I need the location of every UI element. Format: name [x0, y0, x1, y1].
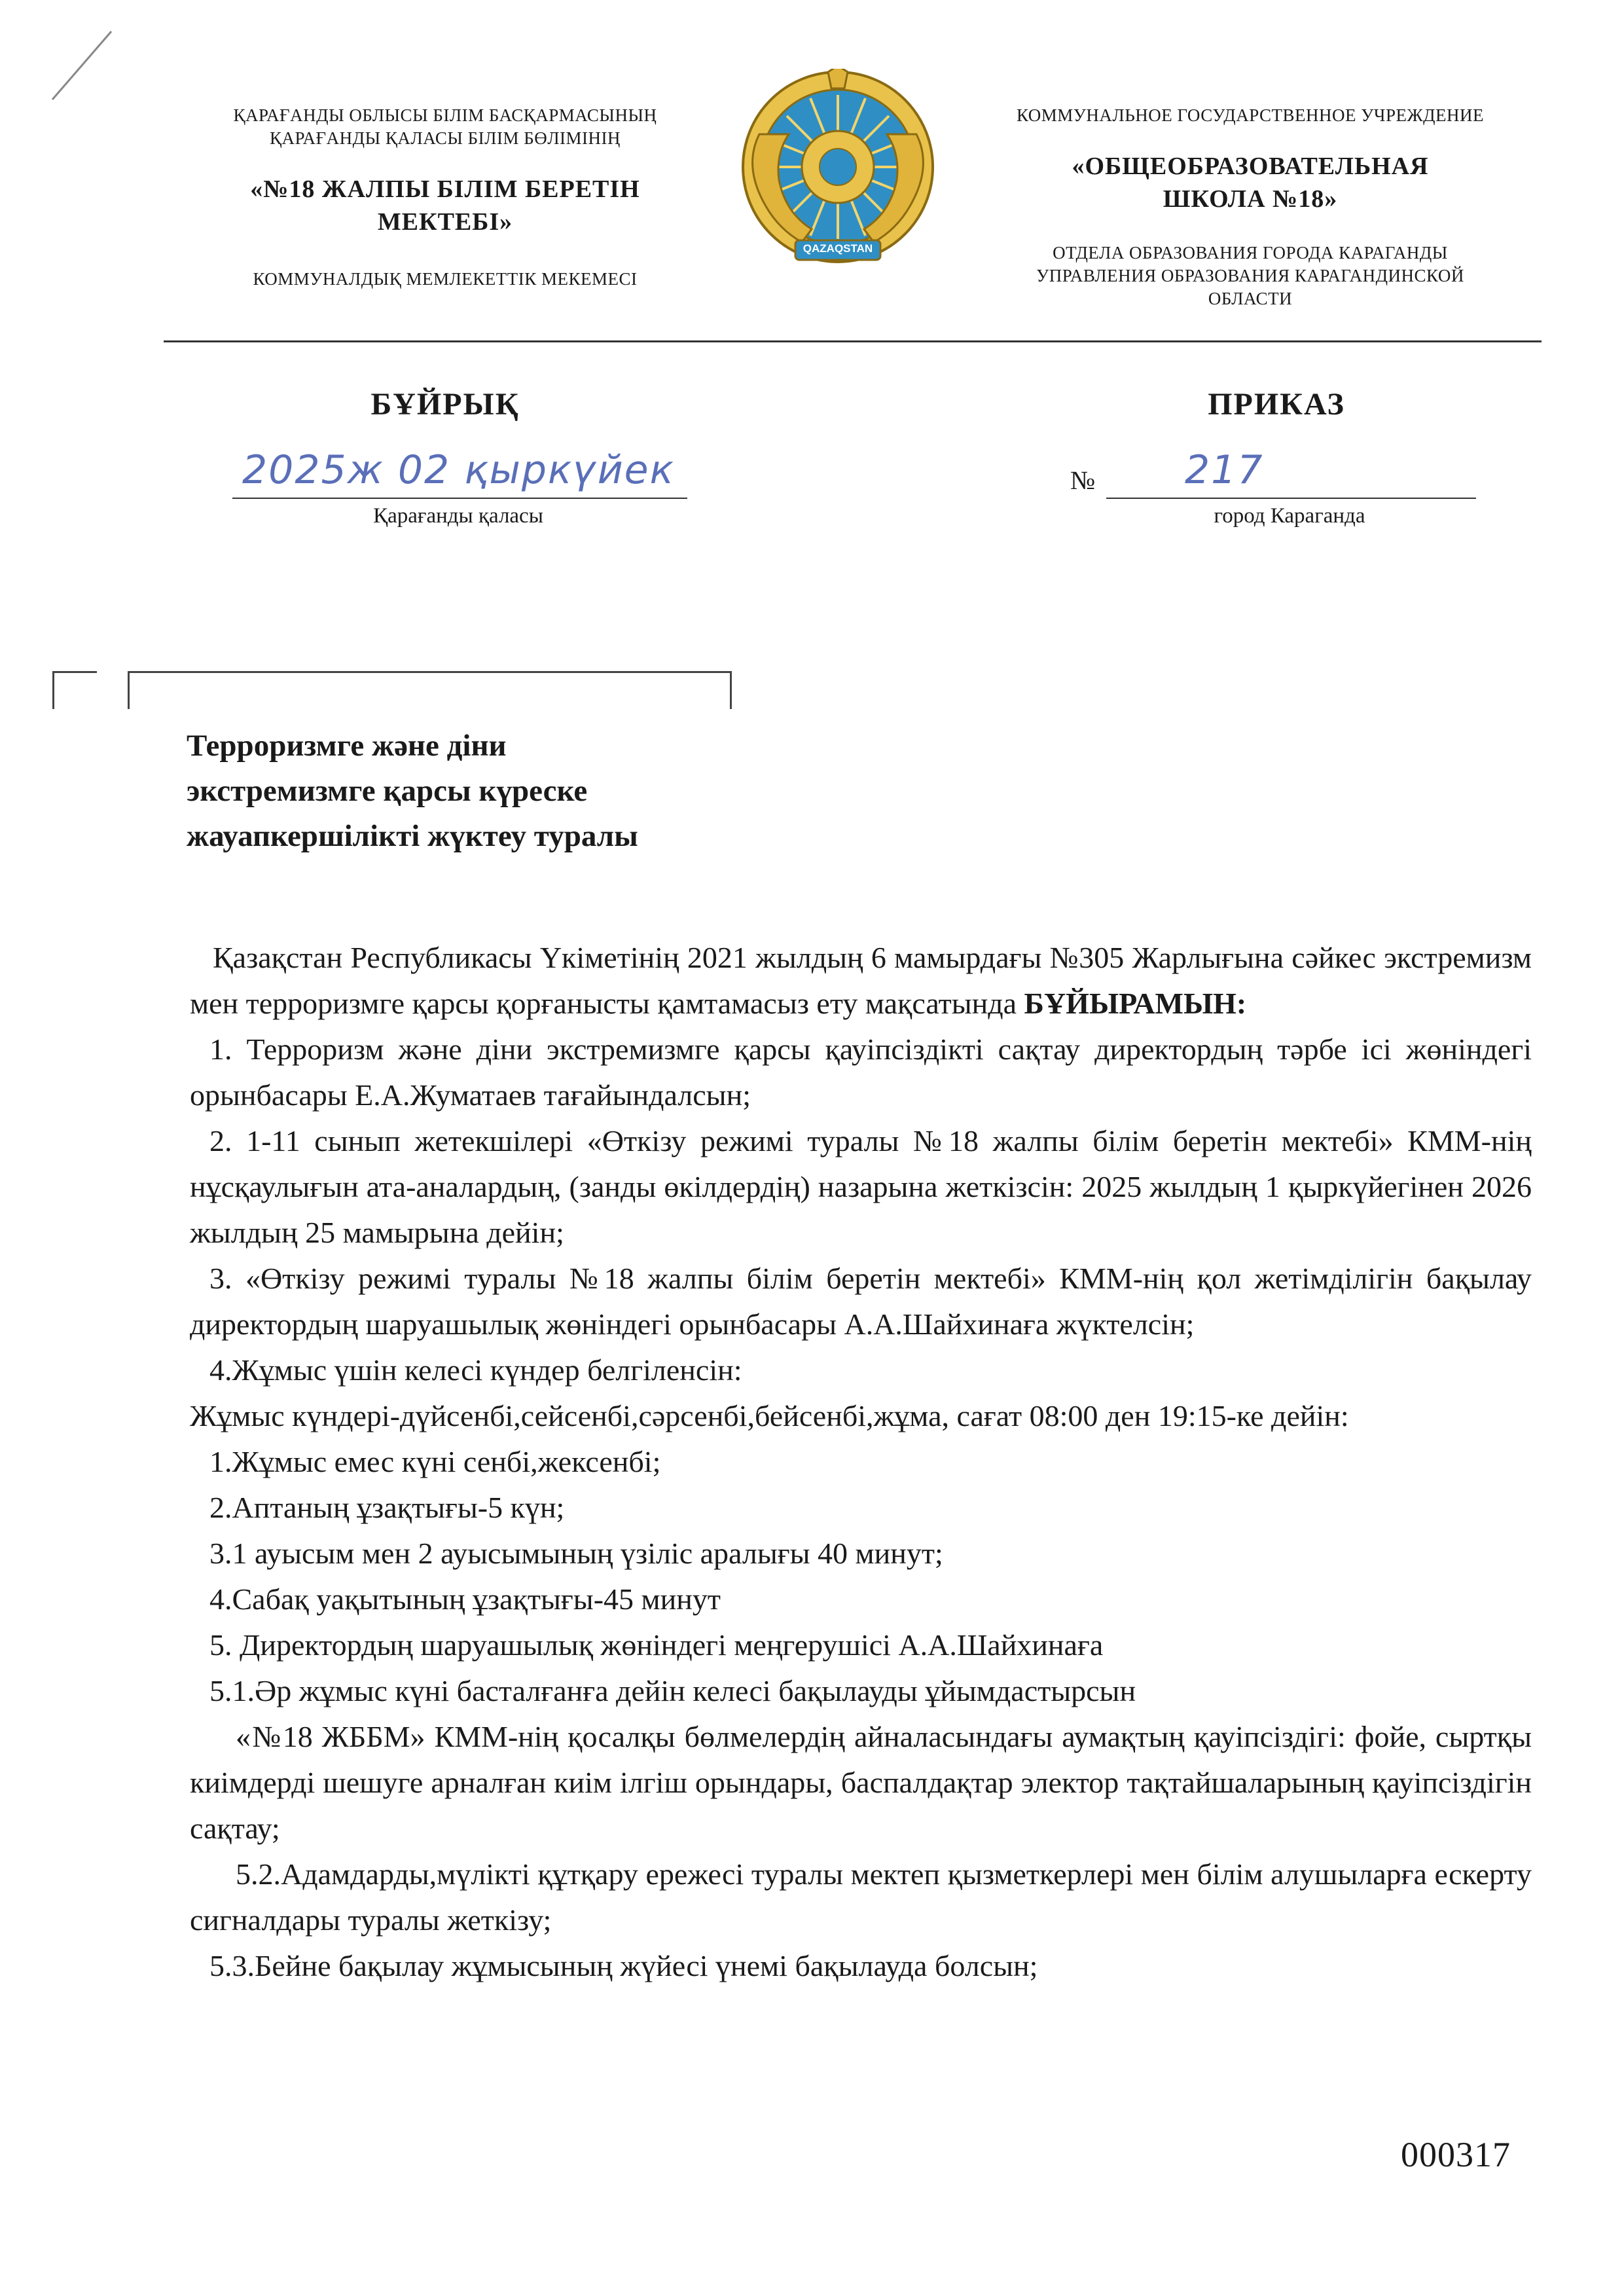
header-divider — [164, 340, 1542, 342]
date-underline — [232, 498, 687, 499]
emblem-ribbon-text: QAZAQSTAN — [803, 242, 873, 255]
order-title-ru: ПРИКАЗ — [1208, 387, 1345, 422]
item-4-text: Жұмыс күндері-дүйсенбі,сейсенбі,сәрсенбі,бейсенбі,жұма, сағат 08:00 ден 19:15-ке дейін: — [190, 1399, 1349, 1432]
item-1: 1. Терроризм және діни экстремизмге қарсы қауіпсіздікті сақтау директордың тәрбе ісі жөніндегі орынбасары Е.А.Жуматаев тағайындалсын; — [190, 1032, 1532, 1112]
sub-item-4: 4.Сабақ уақытының ұзақтығы-45 минут — [209, 1582, 721, 1616]
header-right-line1: ОТДЕЛА ОБРАЗОВАНИЯ ГОРОДА КАРАГАНДЫ — [1053, 243, 1448, 263]
subject-line3: жауапкершілікті жүктеу туралы — [187, 819, 638, 854]
item-5-1-text: «№18 ЖББМ» КММ-нің қосалқы бөлмелердің айналасындағы аумақтың қауіпсіздігі: фойе, сыртқы киімдерді шешуге арналған киім ілгіш орындары, баспалдақтар электор тақтайшаларының қауіпсіздігін сақтау; — [190, 1720, 1532, 1845]
order-number-prefix: № — [1070, 465, 1096, 495]
pencil-mark — [46, 26, 118, 105]
sub-item-2: 2.Аптаның ұзақтығы-5 күн; — [209, 1491, 565, 1524]
order-title-kz: БҰЙРЫҚ — [370, 387, 520, 422]
header-right-line3: ОБЛАСТИ — [1208, 289, 1293, 308]
header-right-line2: УПРАВЛЕНИЯ ОБРАЗОВАНИЯ КАРАГАНДИНСКОЙ — [1036, 266, 1464, 285]
subject-line2: экстремизмге қарсы күреске — [187, 774, 588, 809]
item-2: 2. 1-11 сынып жетекшілері «Өткізу режимі туралы №18 жалпы білім беретін мектебі» КММ-нің нұсқаулығын ата-аналардың, (занды өкілдердің) назарына жеткізсін: 2025 жылдың 1 қыркүйегінен 2026 жылдың 25 мамырына дейін; — [190, 1124, 1532, 1249]
corner-bracket-left — [52, 671, 97, 709]
header-left-school-line1: «№18 ЖАЛПЫ БІЛІМ БЕРЕТІН — [250, 175, 640, 203]
document-number: 000317 — [1401, 2135, 1511, 2174]
order-number-handwritten: 217 — [1185, 447, 1264, 493]
item-3: 3. «Өткізу режимі туралы №18 жалпы білім беретін мектебі» КММ-нің қол жетімділігін бақылау директордың шаруашылық жөніндегі орынбасары А.А.Шайхинаға жүктелсін; — [190, 1262, 1532, 1341]
intro-bold: БҰЙЫРАМЫН: — [1024, 987, 1247, 1020]
header-right-org-type: КОММУНАЛЬНОЕ ГОСУДАРСТВЕННОЕ УЧРЕЖДЕНИЕ — [1016, 105, 1485, 125]
header-left-line2: ҚАРАҒАНДЫ ҚАЛАСЫ БІЛІМ БӨЛІМІНІҢ — [269, 128, 621, 148]
item-5-1: 5.1.Әр жұмыс күні басталғанға дейін келесі бақылауды ұйымдастырсын — [209, 1674, 1136, 1707]
order-body — [190, 935, 1532, 1989]
sub-item-1: 1.Жұмыс емес күні сенбі,жексенбі; — [209, 1445, 661, 1478]
header-right-school-line2: ШКОЛА №18» — [1163, 185, 1338, 213]
header-left-school-line2: МЕКТЕБІ» — [377, 208, 513, 236]
item-4: 4.Жұмыс үшін келесі күндер белгіленсін: — [209, 1353, 742, 1387]
header-left-org-type: КОММУНАЛДЫҚ МЕМЛЕКЕТТІК МЕКЕМЕСІ — [253, 269, 638, 289]
number-underline — [1106, 498, 1476, 499]
city-kz: Қарағанды қаласы — [373, 504, 543, 528]
header-left-line1: ҚАРАҒАНДЫ ОБЛЫСЫ БІЛІМ БАСҚАРМАСЫНЫҢ — [233, 105, 657, 125]
sub-item-3: 3.1 ауысым мен 2 ауысымының үзіліс аралығы 40 минут; — [209, 1537, 943, 1570]
corner-bracket-left-2 — [128, 671, 179, 709]
item-5-2: 5.2.Адамдарды,мүлікті құтқару ережесі туралы мектеп қызметкерлері мен білім алушыларға ескерту сигналдары туралы жеткізу; — [190, 1857, 1532, 1937]
city-ru: город Караганда — [1214, 504, 1365, 528]
subject-line1: Терроризмге және діни — [187, 729, 507, 763]
kazakhstan-emblem-icon — [740, 69, 936, 272]
header-right-school-line1: «ОБЩЕОБРАЗОВАТЕЛЬНАЯ — [1072, 153, 1429, 180]
item-5: 5. Директордың шаруашылық жөніндегі меңгерушісі А.А.Шайхинаға — [209, 1628, 1104, 1662]
intro-paragraph — [190, 935, 1532, 1027]
order-date-handwritten: 2025ж 02 қыркүйек — [242, 447, 675, 493]
order-subject — [187, 723, 841, 859]
corner-bracket-right — [177, 671, 732, 709]
item-5-3: 5.3.Бейне бақылау жұмысының жүйесі үнемі бақылауда болсын; — [209, 1949, 1038, 1982]
intro-text: Қазақстан Республикасы Үкіметінің 2021 жылдың 6 мамырдағы №305 Жарлығына сәйкес экстремизм мен терроризмге қарсы қорғанысты қамтамасыз ету мақсатында — [190, 941, 1532, 1020]
